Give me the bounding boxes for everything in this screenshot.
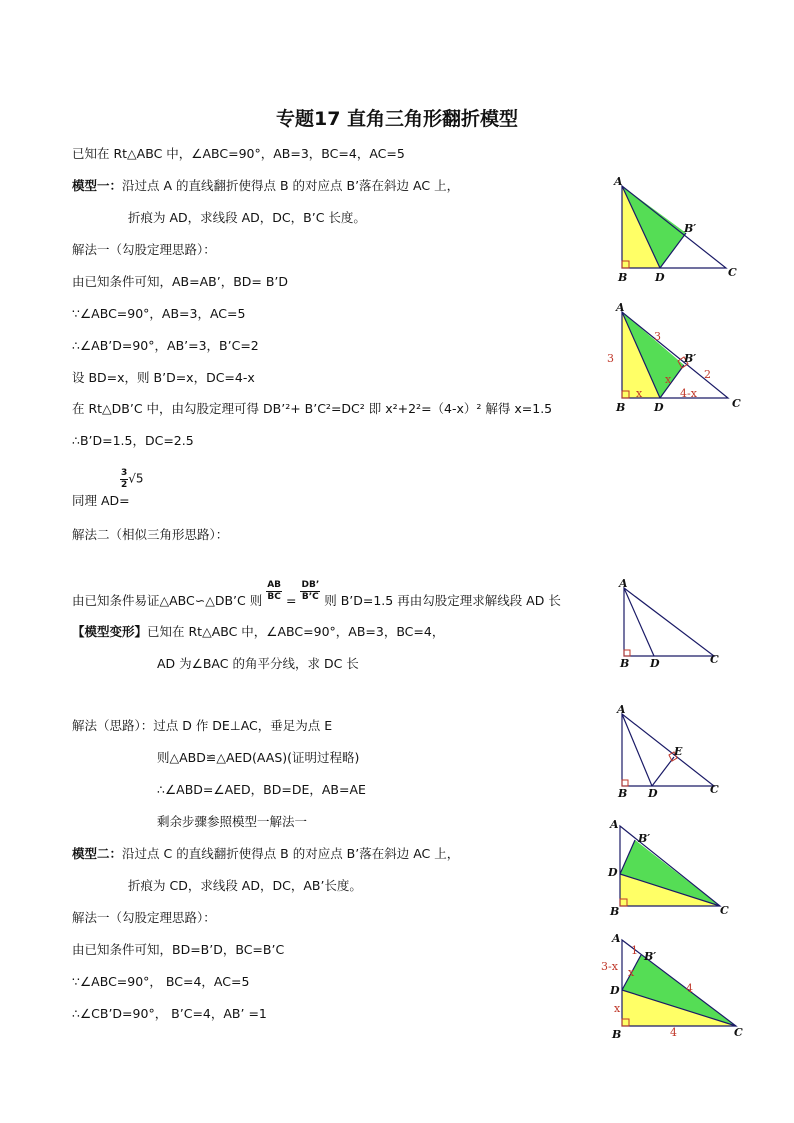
label-a: A: [619, 577, 628, 590]
label-b: B: [610, 905, 620, 918]
ratio-fraction-1: [266, 580, 282, 603]
variant-solution-line2: ∴∠ABD=∠AED，BD=DE，AB=AE: [157, 782, 366, 797]
model2-label: 模型二：: [72, 846, 123, 861]
label-b-prime: B′: [684, 222, 697, 235]
solution1-heading: 解法一（勾股定理思路）：: [72, 242, 216, 257]
model2-solution-line1: 由已知条件可知，BD=B’D，BC=B’C: [72, 942, 285, 957]
label-d: D: [610, 984, 620, 997]
model2-text: 沿过点 C 的直线翻折使得点 B 的对应点 B’落在斜边 AC 上，: [122, 846, 460, 861]
mark-db-prime-x: x: [665, 373, 672, 386]
label-c: C: [734, 1026, 743, 1039]
mark-ab-length: 3: [607, 352, 614, 365]
right-angle-mark-b: [622, 780, 628, 786]
mark-bd-x: x: [614, 1002, 621, 1015]
figure-model1-fold: [610, 176, 750, 286]
label-d: D: [648, 787, 658, 800]
variant-statement: [72, 624, 444, 640]
mark-b-prime-c-length: 2: [704, 368, 711, 381]
model2-task: 折痕为 CD，求线段 AD，DC，AB’长度。: [128, 878, 362, 893]
ad-root: √5: [128, 471, 144, 486]
mark-ad-three-minus-x: 3-x: [601, 960, 618, 973]
label-b-prime: B′: [644, 950, 657, 963]
bisector-ad: [624, 588, 654, 656]
label-b: B: [618, 271, 628, 284]
perpendicular-de: [652, 757, 674, 786]
solution1-line3: ∴∠AB’D=90°，AB’=3，B’C=2: [72, 338, 259, 353]
model1-text: 沿过点 A 的直线翻折使得点 B 的对应点 B’落在斜边 AC 上，: [122, 178, 460, 193]
label-d: D: [650, 657, 660, 670]
model2-solution-line3: ∴∠CB’D=90°， B’C=4，AB’ =1: [72, 1006, 267, 1021]
page-title: 专题17 直角三角形翻折模型: [275, 108, 519, 130]
solution2-text-a: 由已知条件易证△ABC∽△DB’C 则: [72, 593, 263, 608]
solution2-heading: 解法二（相似三角形思路）：: [72, 527, 229, 542]
mark-dc-length: 4-x: [680, 387, 697, 400]
mark-ab-prime-one: 1: [631, 944, 638, 957]
variant-text: 已知在 Rt△ABC 中，∠ABC=90°，AB=3，BC=4，: [147, 624, 445, 639]
label-c: C: [728, 266, 737, 279]
variant-solution-line1: 则△ABD≌△AED(AAS)(证明过程略): [157, 750, 360, 765]
model1-label: 模型一：: [72, 178, 123, 193]
label-b: B: [612, 1028, 622, 1041]
model1-task: 折痕为 AD，求线段 AD，DC，B’C 长度。: [128, 210, 366, 225]
label-d: D: [654, 401, 664, 414]
variant-solution-heading: 解法（思路）：过点 D 作 DE⊥AC，垂足为点 E: [72, 718, 333, 733]
label-c: C: [710, 653, 719, 666]
label-e: E: [674, 745, 683, 758]
mark-bc-four: 4: [670, 1026, 677, 1039]
label-c: C: [710, 783, 719, 796]
ad-result: 同理 AD=: [72, 493, 130, 508]
mark-ab-prime-length: 3: [654, 330, 661, 343]
label-a: A: [610, 818, 619, 831]
solution1-line5: 在 Rt△DB’C 中，由勾股定理可得 DB’²+ B’C²=DC² 即 x²+2²=（4-x）² 解得 x=1.5: [72, 401, 553, 416]
label-c: C: [720, 904, 729, 917]
variant-task: AD 为∠BAC 的角平分线，求 DC 长: [157, 656, 359, 671]
given-statement: 已知在 Rt△ABC 中，∠ABC=90°，AB=3，BC=4，AC=5: [72, 146, 405, 161]
variant-solution-line3: 剩余步骤参照模型一解法一: [157, 814, 308, 829]
solution2-line: [72, 580, 561, 613]
label-b-prime: B′: [638, 832, 651, 845]
label-b: B: [620, 657, 630, 670]
figure-model2-annotated: [600, 932, 748, 1042]
ratio-fraction-2-denominator: B’C: [301, 592, 319, 602]
bisector-ad: [622, 714, 652, 786]
solution1-line1: 由已知条件可知，AB=AB’，BD= B’D: [72, 274, 289, 289]
mark-db-prime-x: x: [628, 966, 635, 979]
mark-b-prime-c-four: 4: [686, 982, 693, 995]
model2-solution-line2: ∵∠ABC=90°， BC=4，AC=5: [72, 974, 250, 989]
ratio-fraction-2: [300, 580, 320, 603]
figure-model2-fold: [604, 818, 734, 916]
mark-bd-x: x: [636, 387, 643, 400]
triangle-abc: [624, 588, 714, 656]
variant-label: 【模型变形】: [72, 624, 148, 639]
model2-statement: [72, 846, 459, 862]
label-d: D: [655, 271, 665, 284]
label-d: D: [608, 866, 618, 879]
solution1-line4: 设 BD=x，则 B’D=x，DC=4-x: [72, 370, 255, 385]
figure-variant-bisector: [614, 578, 726, 670]
figure-model1-annotated: [598, 302, 748, 414]
ratio-fraction-1-denominator: BC: [267, 592, 281, 602]
ratio-fraction-2-numerator: DB’: [301, 580, 320, 590]
label-a: A: [616, 301, 625, 314]
model2-solution-heading: 解法一（勾股定理思路）：: [72, 910, 216, 925]
label-b: B: [618, 787, 628, 800]
label-b: B: [616, 401, 626, 414]
equals-sign: =: [286, 593, 297, 608]
ad-formula: [120, 468, 144, 491]
solution2-text-b: 则 B’D=1.5 再由勾股定理求解线段 AD 长: [324, 593, 561, 608]
label-a: A: [612, 932, 621, 945]
model1-statement: [72, 178, 459, 194]
ratio-fraction-1-numerator: AB: [267, 580, 282, 590]
ad-fraction-numerator: 3: [121, 468, 128, 478]
solution1-line2: ∵∠ABC=90°，AB=3，AC=5: [72, 306, 246, 321]
label-a: A: [617, 703, 626, 716]
ad-fraction-denominator: 2: [121, 480, 128, 490]
triangle-abc: [622, 714, 714, 786]
label-b-prime: B′: [684, 352, 697, 365]
solution1-line6: ∴B’D=1.5，DC=2.5: [72, 433, 194, 448]
right-angle-mark: [624, 650, 630, 656]
label-a: A: [614, 175, 623, 188]
figure-variant-perpendicular: [614, 703, 726, 800]
label-c: C: [732, 397, 741, 410]
